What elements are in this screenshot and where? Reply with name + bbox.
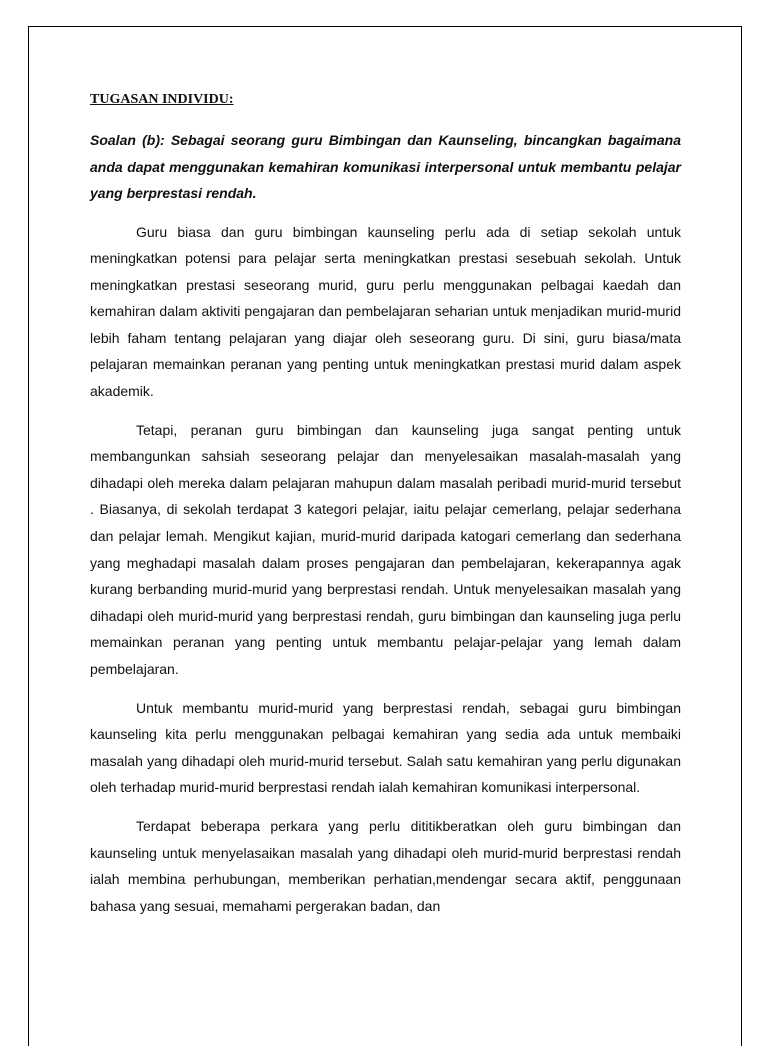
paragraph-4: Terdapat beberapa perkara yang perlu dititikberatkan oleh guru bimbingan dan kaunseling untuk menyelasaikan masalah yang dihadapi oleh murid-murid berprestasi rendah ialah membina perhubungan, memberikan perhatian,mendengar secara aktif, penggunaan bahasa yang sesuai, memahami pergerakan badan, dan <box>90 817 681 914</box>
document-content <box>90 91 681 931</box>
document-title: TUGASAN INDIVIDU: <box>90 92 234 107</box>
question-text: Soalan (b): Sebagai seorang guru Bimbingan dan Kaunseling, bincangkan bagaimana anda dapat menggunakan kemahiran komunikasi interpersonal untuk membantu pelajar yang berprestasi rendah. <box>90 132 681 201</box>
document-page <box>28 26 742 1046</box>
paragraph-2: Tetapi, peranan guru bimbingan dan kaunseling juga sangat penting untuk membangunkan sahsiah seseorang pelajar dan menyelesaikan masalah-masalah yang dihadapi oleh mereka dalam pelajaran mahupun dalam masalah peribadi murid-murid tersebut . Biasanya, di sekolah terdapat 3 kategori pelajar, iaitu pelajar cemerlang, pelajar sederhana dan pelajar lemah. Mengikut kajian, murid-murid daripada katogari cemerlang dan sederhana yang meghadapi masalah dalam proses pengajaran dan pembelajaran, kekerapannya agak kurang berbanding murid-murid yang berprestasi rendah. Untuk menyelesaikan masalah yang dihadapi oleh murid-murid yang berprestasi rendah, guru bimbingan dan kaunseling juga perlu memainkan peranan yang penting untuk membantu pelajar-pelajar yang lemah dalam pembelajaran. <box>90 421 681 677</box>
paragraph-3: Untuk membantu murid-murid yang berprestasi rendah, sebagai guru bimbingan kaunseling kita perlu menggunakan pelbagai kemahiran yang sedia ada untuk membaiki masalah yang dihadapi oleh murid-murid tersebut. Salah satu kemahiran yang perlu digunakan oleh terhadap murid-murid berprestasi rendah ialah kemahiran komunikasi interpersonal. <box>90 699 681 796</box>
paragraph-1: Guru biasa dan guru bimbingan kaunseling perlu ada di setiap sekolah untuk meningkatkan potensi para pelajar serta meningkatkan prestasi sesebuah sekolah. Untuk meningkatkan prestasi seseorang murid, guru perlu menggunakan pelbagai kaedah dan kemahiran dalam aktiviti pengajaran dan pembelajaran seharian untuk menjadikan murid-murid lebih faham tentang pelajaran yang diajar oleh seseorang guru. Di sini, guru biasa/mata pelajaran memainkan peranan yang penting untuk meningkatkan prestasi murid dalam aspek akademik. <box>90 223 681 400</box>
